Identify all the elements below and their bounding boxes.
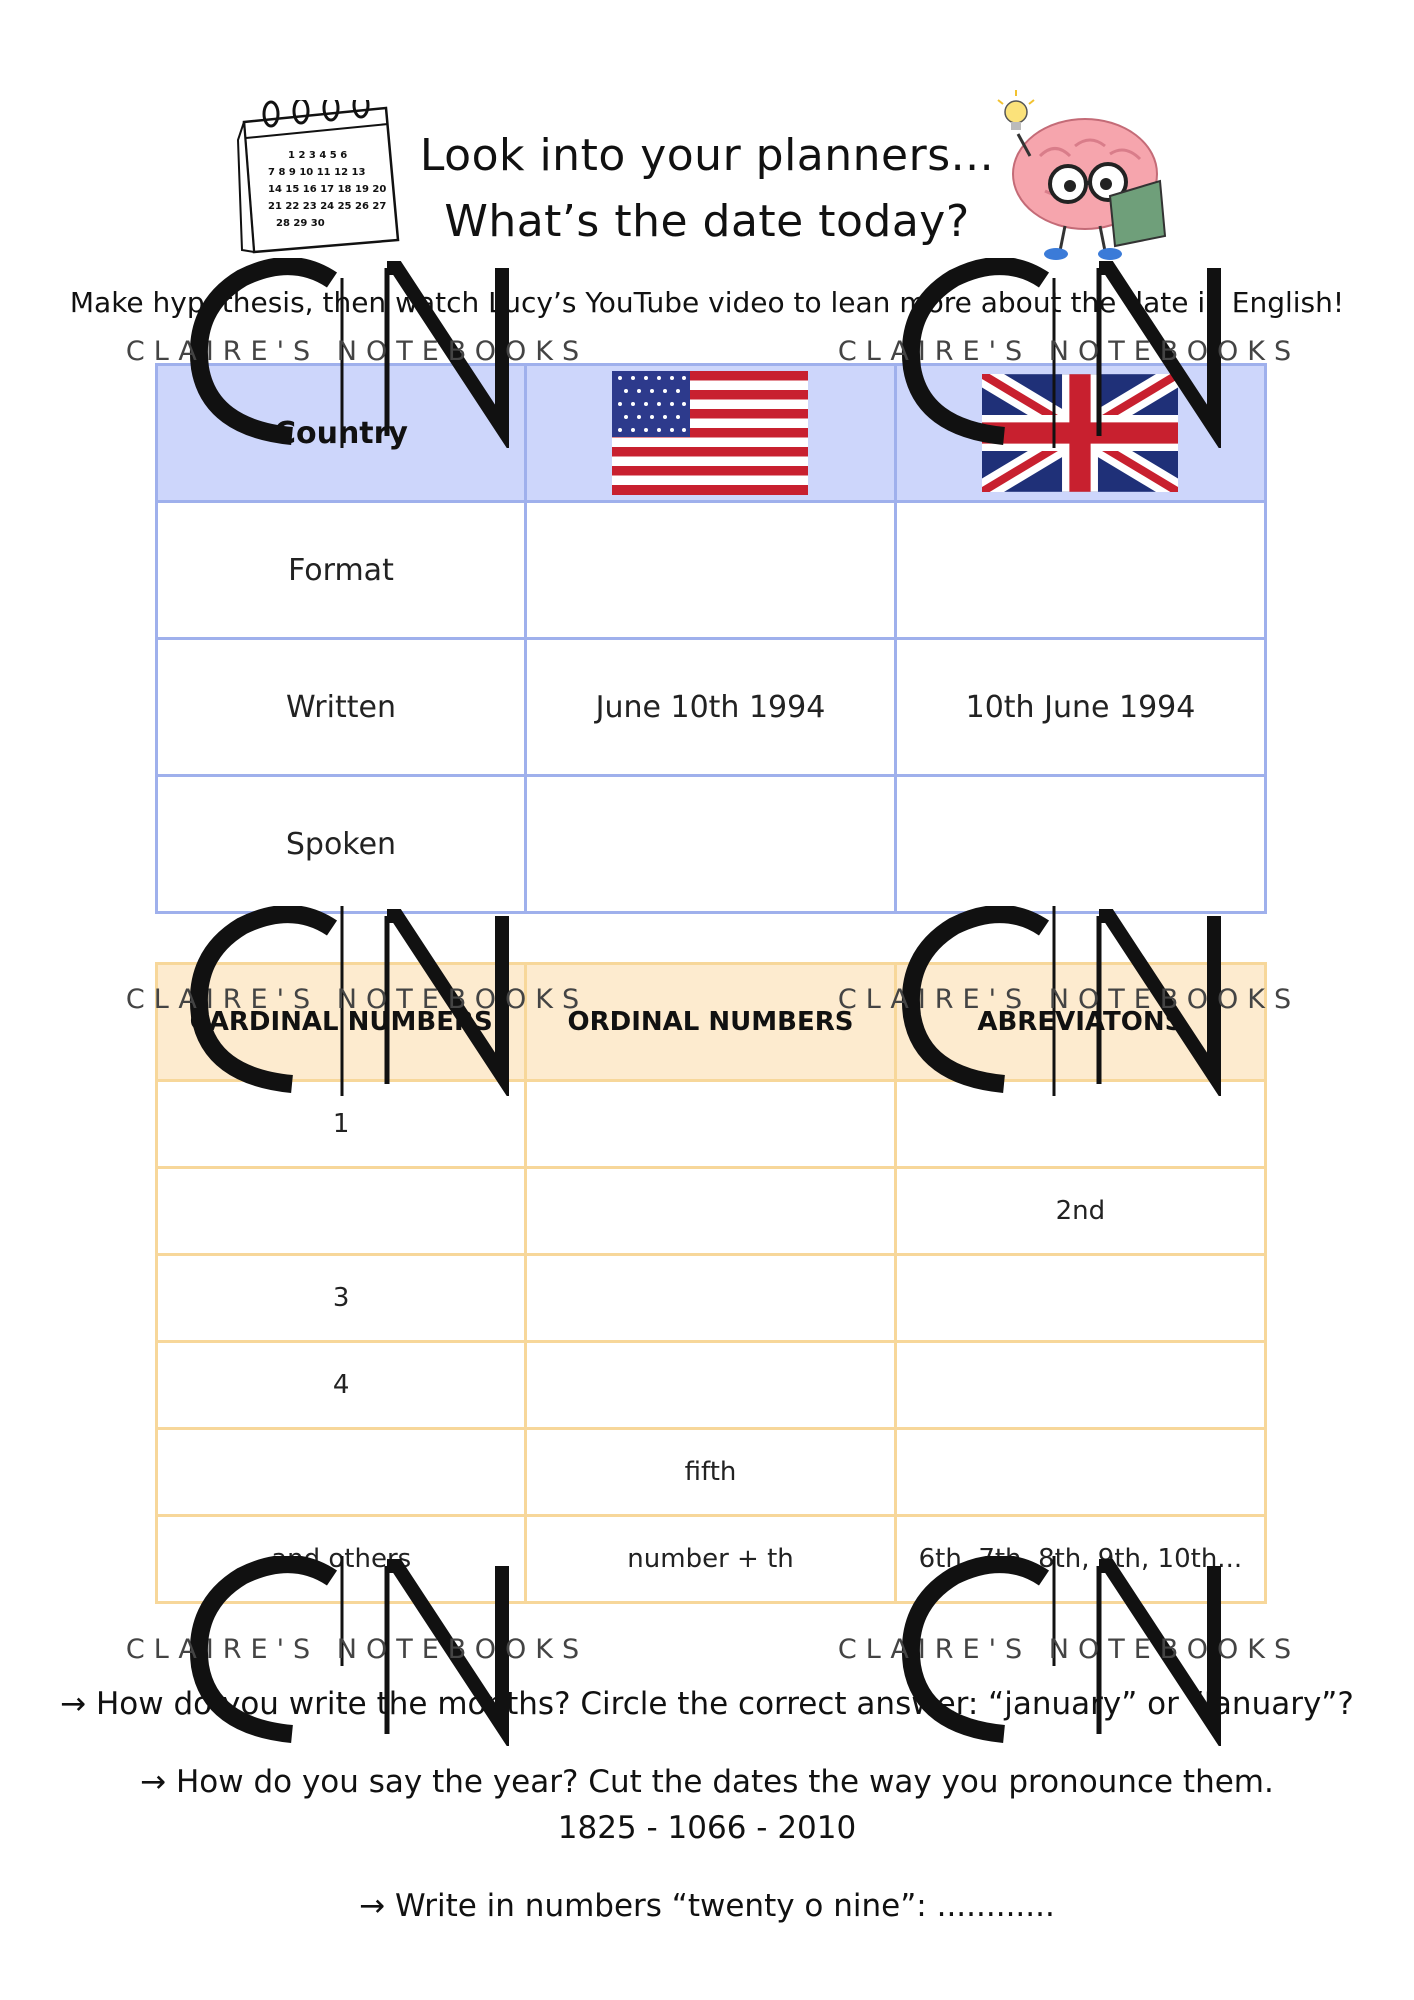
uk-spoken-cell (895, 776, 1265, 913)
row-label-spoken: Spoken (157, 776, 526, 913)
calendar-row-5: 28 29 30 (276, 218, 325, 229)
table-header-row (157, 964, 1266, 1081)
table-row (157, 1429, 1266, 1516)
year-dates: 1825 - 1066 - 2010 (557, 1810, 857, 1846)
table-cell (526, 1081, 895, 1168)
calendar-row-4: 21 22 23 24 25 26 27 (268, 201, 387, 212)
table-row (157, 502, 1266, 639)
country-header: Country (157, 365, 526, 502)
table-cell (895, 1255, 1265, 1342)
table-row (157, 1081, 1266, 1168)
table-row (157, 1516, 1266, 1603)
watermark-brand: CLAIRE'S NOTEBOOKS (837, 1634, 1301, 1665)
cardinal-header: CARDINAL NUMBERS (157, 964, 526, 1081)
us-format-cell (525, 502, 895, 639)
table-cell (157, 1168, 526, 1255)
uk-flag-icon (982, 374, 1178, 492)
table-row (157, 639, 1266, 776)
table-row (157, 776, 1266, 913)
table-header-row (157, 365, 1266, 502)
table-cell (157, 1429, 526, 1516)
table-cell (526, 1342, 895, 1429)
table-cell (895, 1081, 1265, 1168)
table-cell: and others (157, 1516, 526, 1603)
table-cell (895, 1429, 1265, 1516)
watermark-brand: CLAIRE'S NOTEBOOKS (125, 336, 589, 367)
table-cell: fifth (526, 1429, 895, 1516)
ordinal-header: ORDINAL NUMBERS (526, 964, 895, 1081)
calendar-row-3: 14 15 16 17 18 19 20 (268, 184, 387, 195)
table-cell (526, 1255, 895, 1342)
table-cell (895, 1342, 1265, 1429)
us-flag-icon (612, 371, 808, 495)
table-cell: number + th (526, 1516, 895, 1603)
title-line-1: Look into your planners... (419, 130, 995, 181)
uk-written-cell: 10th June 1994 (895, 639, 1265, 776)
table-cell: 2nd (895, 1168, 1265, 1255)
watermark-brand: CLAIRE'S NOTEBOOKS (837, 336, 1301, 367)
brain-mascot-icon (990, 86, 1190, 266)
row-label-format: Format (157, 502, 526, 639)
calendar-row-1: 1 2 3 4 5 6 (288, 150, 348, 161)
table-cell (526, 1168, 895, 1255)
us-flag-cell (525, 365, 895, 502)
uk-format-cell (895, 502, 1265, 639)
calendar-icon (236, 100, 406, 260)
row-label-written: Written (157, 639, 526, 776)
question-year: → How do you say the year? Cut the dates the way you pronounce them. (140, 1764, 1274, 1800)
table-cell: 3 (157, 1255, 526, 1342)
us-spoken-cell (525, 776, 895, 913)
watermark-brand: CLAIRE'S NOTEBOOKS (125, 1634, 589, 1665)
calendar-row-2: 7 8 9 10 11 12 13 (268, 167, 366, 178)
numbers-table (155, 962, 1267, 1604)
title-line-2: What’s the date today? (444, 196, 970, 247)
watermark-brand: CLAIRE'S NOTEBOOKS (125, 984, 589, 1015)
watermark-brand: CLAIRE'S NOTEBOOKS (837, 984, 1301, 1015)
question-months: → How do you write the months? Circle the correct answer: “january” or “January”? (60, 1686, 1354, 1722)
abbreviations-header: ABREVIATONS (895, 964, 1265, 1081)
table-cell: 6th, 7th, 8th, 9th, 10th... (895, 1516, 1265, 1603)
instruction-text: Make hypothesis, then watch Lucy’s YouTube video to lean more about the date in English! (69, 286, 1345, 319)
table-row (157, 1255, 1266, 1342)
table-row (157, 1168, 1266, 1255)
date-format-table (155, 363, 1267, 914)
table-cell: 4 (157, 1342, 526, 1429)
question-twenty-o-nine: → Write in numbers “twenty o nine”: ............ (359, 1888, 1055, 1924)
us-written-cell: June 10th 1994 (525, 639, 895, 776)
table-cell: 1 (157, 1081, 526, 1168)
uk-flag-cell (895, 365, 1265, 502)
table-row (157, 1342, 1266, 1429)
